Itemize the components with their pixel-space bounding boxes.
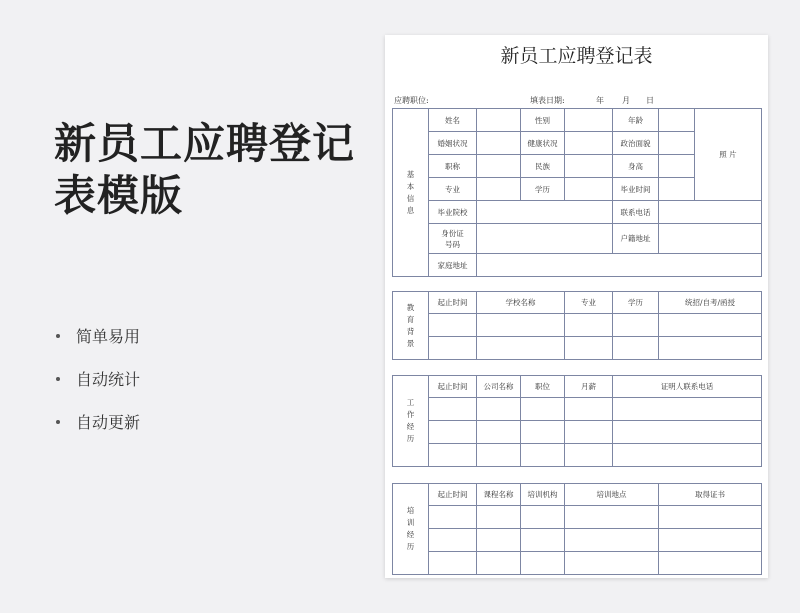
bullet-icon [56,334,60,338]
input-cell[interactable] [565,337,613,360]
input-cell[interactable] [565,506,659,529]
input-cell[interactable] [429,529,477,552]
input-cell[interactable] [429,337,477,360]
day-label: 日 [646,96,654,105]
feature-list [56,314,140,443]
input-cell[interactable] [565,398,613,421]
field-health[interactable] [565,132,613,155]
label-health: 健康状况 [521,132,565,155]
label-political: 政治面貌 [613,132,659,155]
header-cell: 培训地点 [565,484,659,506]
header-cell: 月薪 [565,376,613,398]
label-name: 姓名 [429,109,477,132]
input-cell[interactable] [477,421,521,444]
input-cell[interactable] [659,529,762,552]
input-cell[interactable] [521,444,565,467]
label-hukou: 户籍地址 [613,224,659,254]
section-label-work: 工 作 经 历 [393,376,429,467]
input-cell[interactable] [659,506,762,529]
field-phone[interactable] [659,201,762,224]
header-cell: 课程名称 [477,484,521,506]
label-id-card: 身份证 号码 [429,224,477,254]
input-cell[interactable] [521,506,565,529]
label-title: 职称 [429,155,477,178]
input-cell[interactable] [565,421,613,444]
label-gender: 性别 [521,109,565,132]
input-cell[interactable] [429,398,477,421]
training-table [392,483,762,575]
label-grad-time: 毕业时间 [613,178,659,201]
label-major: 专业 [429,178,477,201]
header-cell: 公司名称 [477,376,521,398]
field-id-card[interactable] [477,224,613,254]
input-cell[interactable] [477,506,521,529]
bullet-icon [56,420,60,424]
label-ethnicity: 民族 [521,155,565,178]
input-cell[interactable] [477,529,521,552]
input-cell[interactable] [613,444,762,467]
feature-item: 简单易用 [56,314,140,357]
field-ethnicity[interactable] [565,155,613,178]
month-label: 月 [622,96,630,105]
field-political[interactable] [659,132,695,155]
header-cell: 职位 [521,376,565,398]
work-table [392,375,762,467]
input-cell[interactable] [565,314,613,337]
field-height[interactable] [659,155,695,178]
input-cell[interactable] [429,552,477,575]
date-label: 填表日期: [530,96,565,105]
input-cell[interactable] [521,421,565,444]
photo-box[interactable]: 照 片 [695,109,762,201]
input-cell[interactable] [429,314,477,337]
basic-info-table [392,108,762,277]
header-cell: 起止时间 [429,484,477,506]
input-cell[interactable] [659,337,762,360]
header-cell: 统招/自考/函授 [659,292,762,314]
input-cell[interactable] [477,398,521,421]
field-education[interactable] [565,178,613,201]
field-address[interactable] [477,254,762,277]
input-cell[interactable] [565,444,613,467]
header-cell: 培训机构 [521,484,565,506]
input-cell[interactable] [613,337,659,360]
input-cell[interactable] [565,552,659,575]
year-label: 年 [596,96,604,105]
field-major[interactable] [477,178,521,201]
field-marital[interactable] [477,132,521,155]
label-grad-school: 毕业院校 [429,201,477,224]
input-cell[interactable] [565,529,659,552]
label-height: 身高 [613,155,659,178]
header-cell: 专业 [565,292,613,314]
input-cell[interactable] [613,314,659,337]
section-label-education: 教 育 背 景 [393,292,429,360]
input-cell[interactable] [429,506,477,529]
header-cell: 取得证书 [659,484,762,506]
field-grad-time[interactable] [659,178,695,201]
input-cell[interactable] [521,529,565,552]
input-cell[interactable] [477,552,521,575]
header-cell: 学历 [613,292,659,314]
promo-title: 新员工应聘登记表模版 [54,119,356,220]
header-cell: 起止时间 [429,292,477,314]
input-cell[interactable] [613,398,762,421]
header-cell: 学校名称 [477,292,565,314]
input-cell[interactable] [659,314,762,337]
input-cell[interactable] [521,552,565,575]
input-cell[interactable] [477,444,521,467]
input-cell[interactable] [477,314,565,337]
section-label-basic: 基 本 信 息 [393,109,429,277]
section-label-training: 培 训 经 历 [393,484,429,575]
input-cell[interactable] [521,398,565,421]
input-cell[interactable] [477,337,565,360]
input-cell[interactable] [659,552,762,575]
field-grad-school[interactable] [477,201,613,224]
input-cell[interactable] [429,421,477,444]
education-table [392,291,762,360]
field-title[interactable] [477,155,521,178]
label-marital: 婚姻状况 [429,132,477,155]
feature-item: 自动统计 [56,357,140,400]
input-cell[interactable] [429,444,477,467]
field-name[interactable] [477,109,521,132]
position-label: 应聘职位: [394,96,429,105]
feature-item: 自动更新 [56,400,140,443]
form-title: 新员工应聘登记表 [500,45,653,67]
form-sheet [385,35,768,578]
field-hukou[interactable] [659,224,762,254]
field-gender[interactable] [565,109,613,132]
label-phone: 联系电话 [613,201,659,224]
label-age: 年龄 [613,109,659,132]
header-cell: 起止时间 [429,376,477,398]
field-age[interactable] [659,109,695,132]
header-cell: 证明人联系电话 [613,376,762,398]
bullet-icon [56,377,60,381]
input-cell[interactable] [613,421,762,444]
label-address: 家庭地址 [429,254,477,277]
label-education: 学历 [521,178,565,201]
